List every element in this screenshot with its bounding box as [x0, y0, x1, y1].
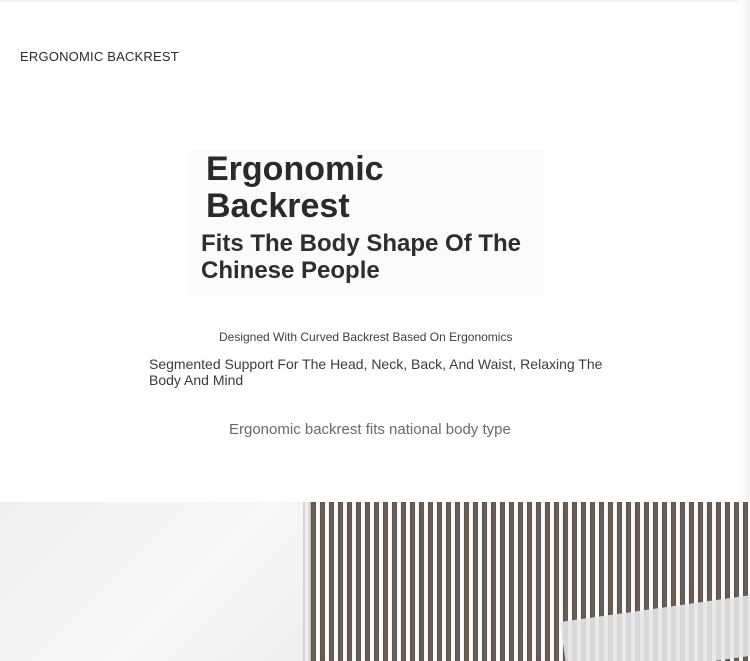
- product-tagline: Ergonomic backrest fits national body type: [229, 421, 511, 438]
- section-label: ERGONOMIC BACKREST: [20, 49, 179, 64]
- page-title: Ergonomic Backrest: [206, 150, 384, 225]
- feature-description: Segmented Support For The Head, Neck, Back, And Waist, Relaxing The Body And Mind: [149, 356, 603, 388]
- photo-wall: [0, 502, 303, 661]
- product-photo: [0, 502, 750, 661]
- top-divider: [0, 0, 750, 3]
- feature-caption: Designed With Curved Backrest Based On Ergonomics: [219, 330, 513, 344]
- edge-shadow: [738, 0, 750, 500]
- chair-frame-edge: [303, 502, 311, 661]
- page-subtitle: Fits The Body Shape Of The Chinese People: [201, 230, 522, 284]
